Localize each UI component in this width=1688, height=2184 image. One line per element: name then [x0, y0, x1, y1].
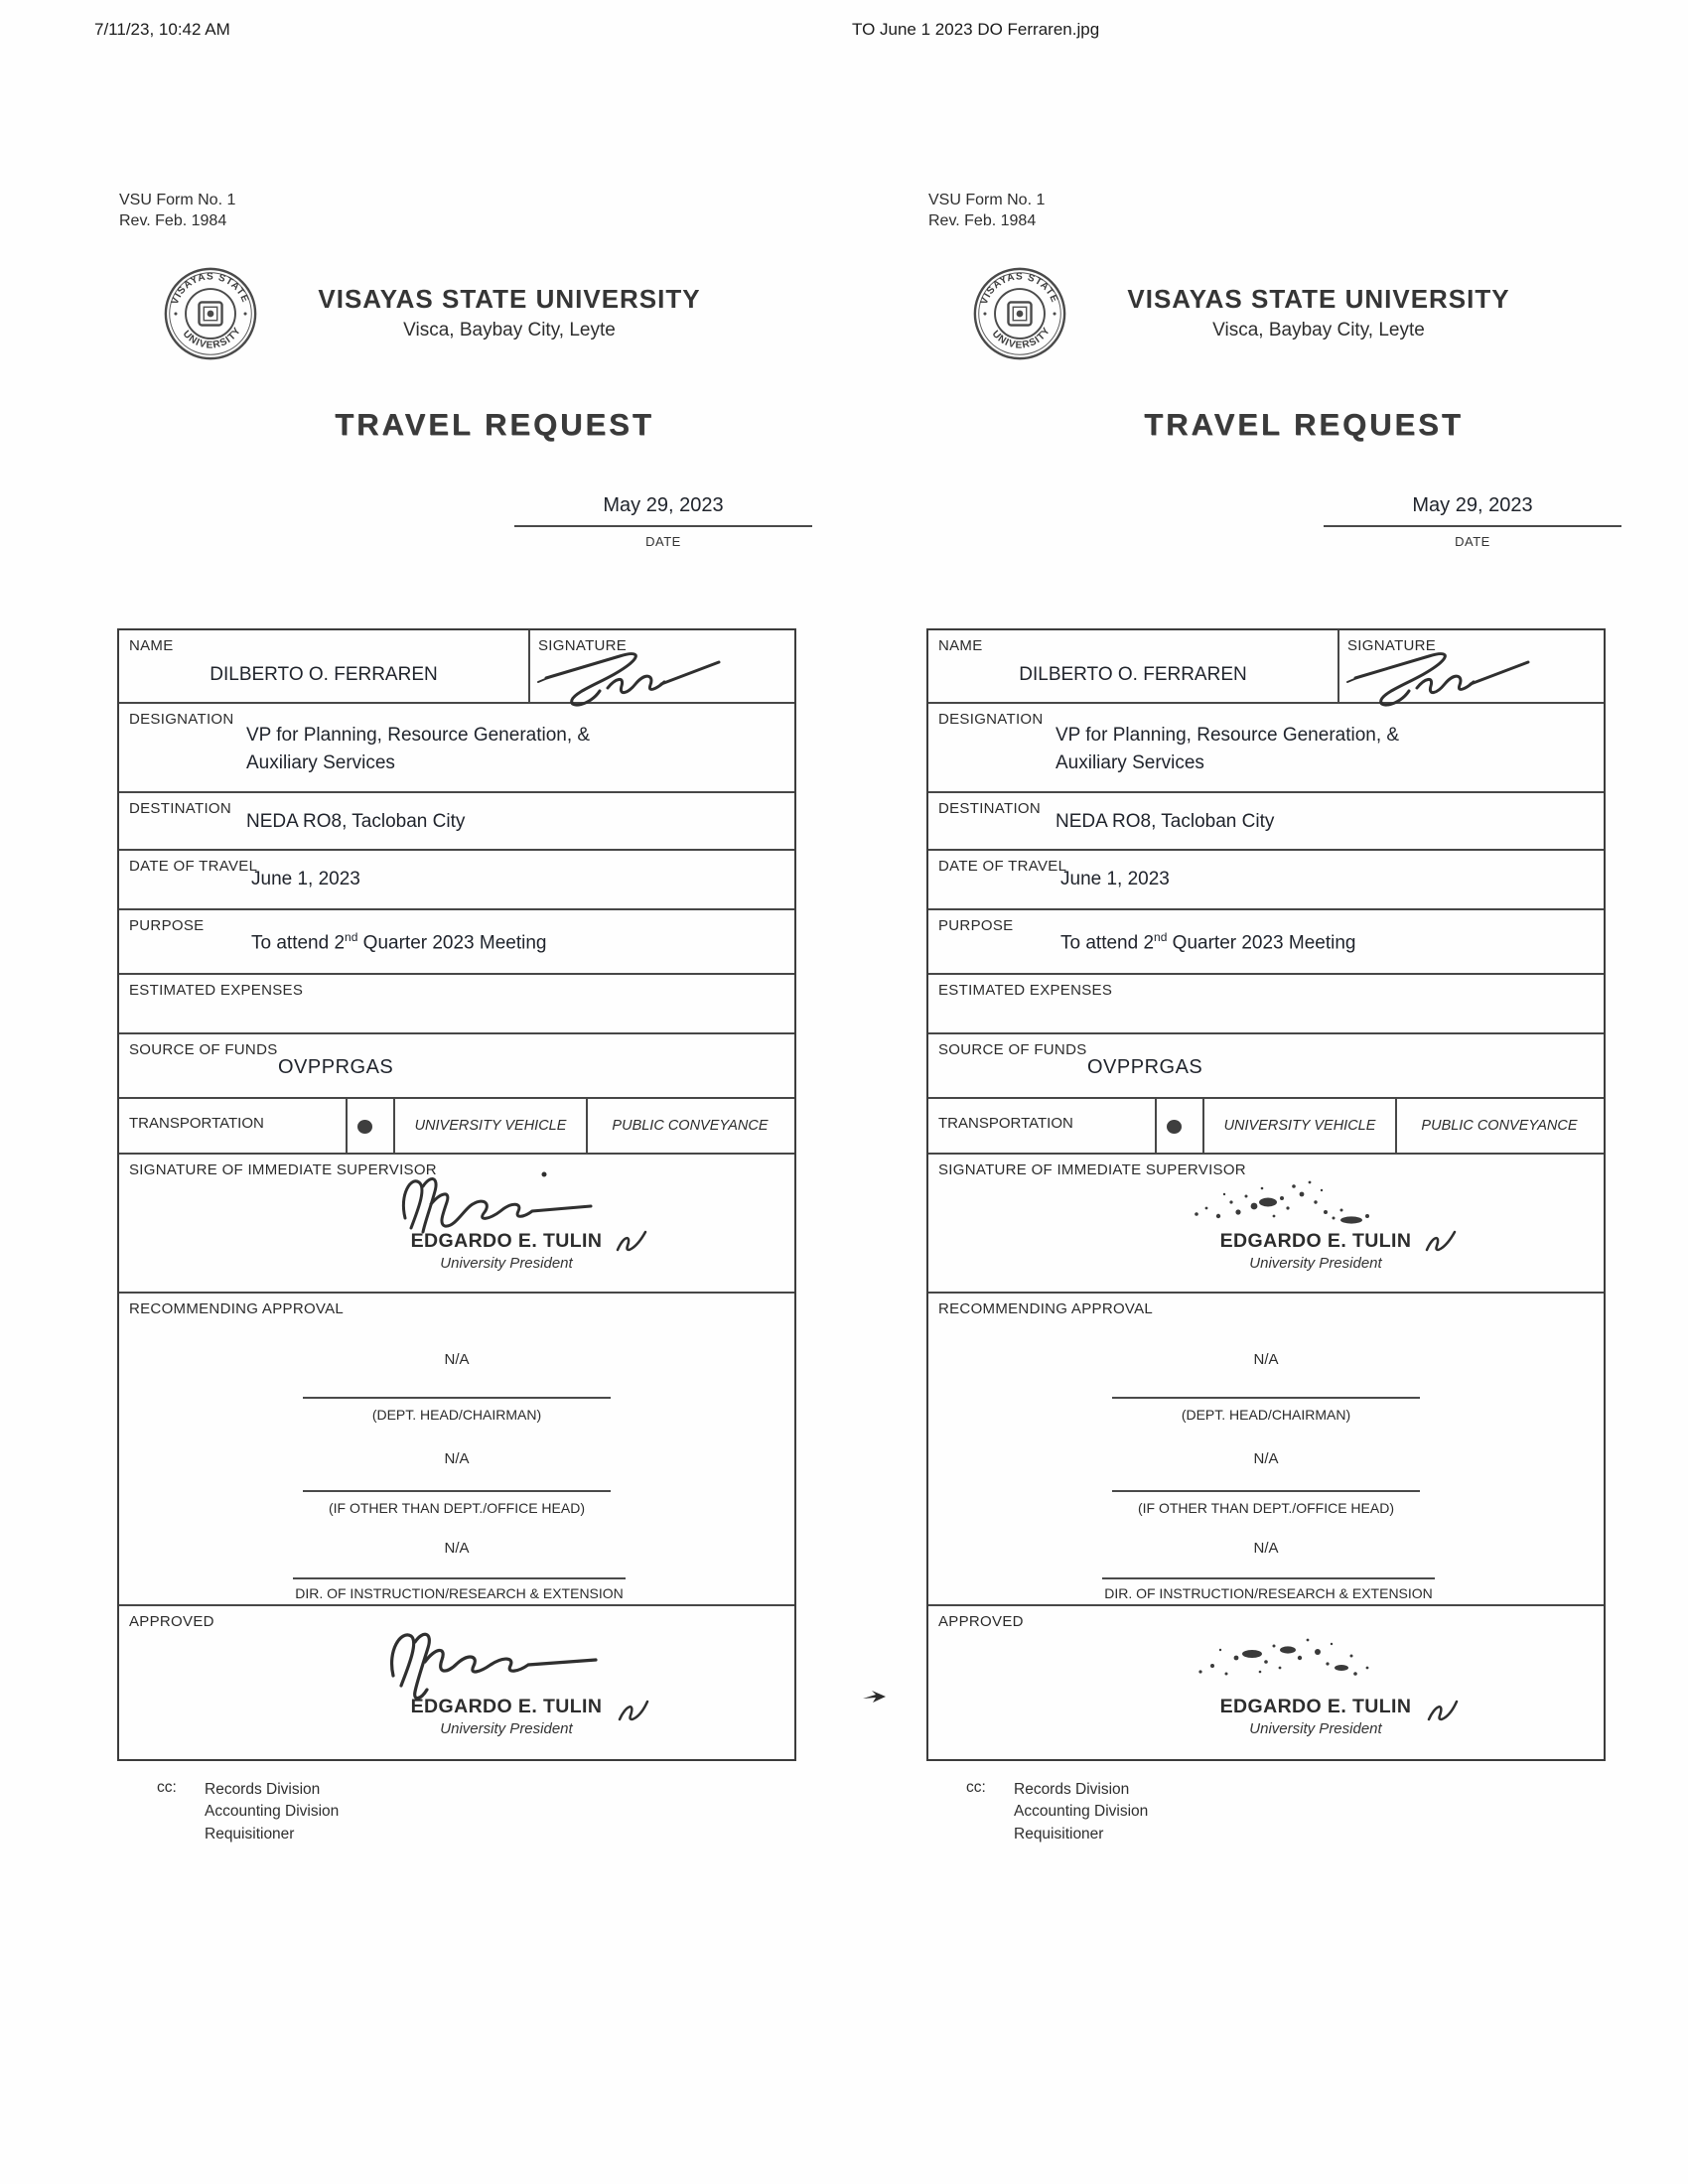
date-value: May 29, 2023: [514, 494, 812, 527]
cc-item: Requisitioner: [1014, 1825, 1104, 1843]
requester-signature-scribble: [1334, 636, 1600, 718]
university-seal-logo: [163, 266, 258, 361]
cell-divider: [1155, 1099, 1157, 1153]
supervisor-name: EDGARDO E. TULIN: [1219, 1230, 1412, 1252]
university-header: [266, 284, 753, 341]
cc-item: Accounting Division: [1014, 1803, 1149, 1821]
recommending-entry-value: N/A: [444, 1540, 470, 1557]
university-name: VISAYAS STATE UNIVERSITY: [1127, 284, 1510, 314]
supervisor-name: EDGARDO E. TULIN: [410, 1230, 603, 1252]
row-estimated-expenses: [928, 975, 1604, 1034]
university-vehicle-option: UNIVERSITY VEHICLE: [1223, 1118, 1376, 1134]
recommending-entry-caption: (IF OTHER THAN DEPT./OFFICE HEAD): [1138, 1500, 1394, 1516]
estimated-expenses-label: ESTIMATED EXPENSES: [938, 982, 1113, 999]
recommending-entry-value: N/A: [444, 1351, 470, 1368]
signature-line: [1112, 1490, 1420, 1492]
form-revision: Rev. Feb. 1984: [119, 211, 227, 229]
signature-line: [303, 1490, 611, 1492]
approved-label: APPROVED: [938, 1613, 1024, 1630]
recommending-entry-value: N/A: [1253, 1540, 1279, 1557]
pen-flourish-mark: [1421, 1224, 1461, 1258]
row-transportation: [928, 1099, 1604, 1155]
cc-items: [1014, 1779, 1148, 1845]
date-of-travel-value: June 1, 2023: [1060, 869, 1170, 889]
cc-item: Accounting Division: [205, 1803, 340, 1821]
date-of-travel-label: DATE OF TRAVEL: [129, 858, 258, 875]
approved-signature-scribble: [357, 1620, 616, 1706]
supervisor-title: University President: [1249, 1255, 1382, 1272]
row-date-of-travel: [119, 851, 794, 910]
approved-name: EDGARDO E. TULIN: [1219, 1696, 1412, 1717]
pen-flourish-mark: [612, 1224, 651, 1258]
signature-line: [293, 1577, 626, 1579]
pen-flourish-mark: [1423, 1692, 1463, 1727]
recommending-entry-caption: (DEPT. HEAD/CHAIRMAN): [1181, 1407, 1351, 1423]
travel-request-table: [926, 628, 1606, 1761]
form-number: VSU Form No. 1: [928, 192, 1046, 208]
date-block: [1324, 494, 1621, 549]
cc-block: [157, 1779, 339, 1845]
supervisor-label: SIGNATURE OF IMMEDIATE SUPERVISOR: [938, 1161, 1246, 1178]
row-source-of-funds: [928, 1034, 1604, 1099]
university-seal-logo: [972, 266, 1067, 361]
approved-name: EDGARDO E. TULIN: [410, 1696, 603, 1717]
university-name: VISAYAS STATE UNIVERSITY: [318, 284, 701, 314]
cc-item: Records Division: [205, 1781, 321, 1798]
destination-label: DESTINATION: [129, 800, 232, 817]
row-supervisor-signature: [119, 1155, 794, 1294]
svg-text:VISAYAS STATE: VISAYAS STATE: [169, 271, 251, 307]
row-date-of-travel: [928, 851, 1604, 910]
university-vehicle-option: UNIVERSITY VEHICLE: [414, 1118, 567, 1134]
pen-flourish-mark: [614, 1692, 653, 1727]
name-value: DILBERTO O. FERRAREN: [1019, 664, 1247, 685]
svg-text:VISAYAS STATE: VISAYAS STATE: [978, 271, 1060, 307]
date-value: May 29, 2023: [1324, 494, 1621, 527]
transportation-selected-dot: [1167, 1120, 1182, 1134]
cell-divider: [346, 1099, 348, 1153]
university-address: Visca, Baybay City, Leyte: [403, 320, 616, 341]
purpose-label: PURPOSE: [129, 917, 205, 934]
recommending-approval-label: RECOMMENDING APPROVAL: [129, 1300, 345, 1317]
cc-item: Requisitioner: [205, 1825, 295, 1843]
designation-label: DESIGNATION: [938, 711, 1044, 728]
recommending-entry-value: N/A: [444, 1450, 470, 1467]
form-number-block: [119, 191, 235, 232]
row-purpose: [119, 910, 794, 975]
estimated-expenses-label: ESTIMATED EXPENSES: [129, 982, 304, 999]
form-title: TRAVEL REQUEST: [335, 407, 654, 442]
cc-label: cc:: [966, 1779, 986, 1796]
approved-label: APPROVED: [129, 1613, 214, 1630]
public-conveyance-option: PUBLIC CONVEYANCE: [612, 1118, 769, 1134]
signature-line: [303, 1397, 611, 1399]
destination-label: DESTINATION: [938, 800, 1042, 817]
travel-request-form-right: [926, 189, 1602, 1876]
purpose-value: To attend 2nd Quarter 2023 Meeting: [1060, 930, 1356, 954]
form-revision: Rev. Feb. 1984: [928, 211, 1037, 229]
row-approved: [119, 1606, 794, 1759]
date-of-travel-label: DATE OF TRAVEL: [938, 858, 1067, 875]
recommending-entry-value: N/A: [1253, 1450, 1279, 1467]
row-name-signature: [928, 630, 1604, 704]
supervisor-signature-stamp-mark: [1177, 1172, 1415, 1238]
cc-block: [966, 1779, 1148, 1845]
row-destination: [119, 793, 794, 851]
row-approved: [928, 1606, 1604, 1759]
source-of-funds-label: SOURCE OF FUNDS: [129, 1041, 278, 1058]
cc-item: Records Division: [1014, 1781, 1130, 1798]
recommending-approval-label: RECOMMENDING APPROVAL: [938, 1300, 1154, 1317]
recommending-entry-caption: (IF OTHER THAN DEPT./OFFICE HEAD): [329, 1500, 585, 1516]
date-of-travel-value: June 1, 2023: [251, 869, 360, 889]
row-supervisor-signature: [928, 1155, 1604, 1294]
transportation-selected-dot: [357, 1120, 372, 1134]
svg-text:UNIVERSITY: UNIVERSITY: [180, 325, 244, 351]
designation-value: VP for Planning, Resource Generation, & Auxiliary Services: [246, 725, 591, 773]
date-label: DATE: [1455, 534, 1490, 549]
row-name-signature: [119, 630, 794, 704]
form-number-block: [928, 191, 1045, 232]
travel-request-form-left: [117, 189, 792, 1876]
svg-text:UNIVERSITY: UNIVERSITY: [989, 325, 1054, 351]
cc-items: [205, 1779, 339, 1845]
form-number: VSU Form No. 1: [119, 192, 236, 208]
form-title: TRAVEL REQUEST: [1144, 407, 1464, 442]
recommending-entry-caption: DIR. OF INSTRUCTION/RESEARCH & EXTENSION: [295, 1585, 624, 1601]
university-header: [1075, 284, 1562, 341]
source-of-funds-label: SOURCE OF FUNDS: [938, 1041, 1087, 1058]
signature-line: [1112, 1397, 1420, 1399]
travel-request-table: [117, 628, 796, 1761]
purpose-label: PURPOSE: [938, 917, 1014, 934]
scan-artifact-mark: [862, 1688, 888, 1706]
transportation-label: TRANSPORTATION: [938, 1115, 1073, 1132]
print-header-filename: TO June 1 2023 DO Ferraren.jpg: [852, 20, 1100, 39]
name-label: NAME: [129, 637, 174, 654]
supervisor-signature-scribble: [367, 1166, 606, 1242]
supervisor-title: University President: [440, 1255, 573, 1272]
supervisor-label: SIGNATURE OF IMMEDIATE SUPERVISOR: [129, 1161, 437, 1178]
signature-label: SIGNATURE: [1347, 637, 1437, 654]
transportation-label: TRANSPORTATION: [129, 1115, 264, 1132]
designation-label: DESIGNATION: [129, 711, 234, 728]
print-header-timestamp: 7/11/23, 10:42 AM: [94, 20, 230, 39]
signature-line: [1102, 1577, 1435, 1579]
name-value: DILBERTO O. FERRAREN: [210, 664, 438, 685]
public-conveyance-option: PUBLIC CONVEYANCE: [1421, 1118, 1578, 1134]
purpose-value: To attend 2nd Quarter 2023 Meeting: [251, 930, 547, 954]
destination-value: NEDA RO8, Tacloban City: [246, 811, 466, 832]
date-block: [514, 494, 812, 549]
recommending-entry-caption: (DEPT. HEAD/CHAIRMAN): [371, 1407, 542, 1423]
date-label: DATE: [645, 534, 681, 549]
row-recommending-approval: [928, 1294, 1604, 1606]
approved-title: University President: [1249, 1720, 1382, 1737]
row-estimated-expenses: [119, 975, 794, 1034]
requester-signature-scribble: [524, 636, 790, 718]
row-source-of-funds: [119, 1034, 794, 1099]
row-destination: [928, 793, 1604, 851]
source-of-funds-value: OVPPRGAS: [278, 1056, 394, 1078]
cc-label: cc:: [157, 1779, 177, 1796]
approved-signature-stamp-mark: [1177, 1628, 1425, 1698]
recommending-entry-caption: DIR. OF INSTRUCTION/RESEARCH & EXTENSION: [1104, 1585, 1433, 1601]
signature-label: SIGNATURE: [538, 637, 628, 654]
row-purpose: [928, 910, 1604, 975]
recommending-entry-value: N/A: [1253, 1351, 1279, 1368]
row-recommending-approval: [119, 1294, 794, 1606]
approved-title: University President: [440, 1720, 573, 1737]
designation-value: VP for Planning, Resource Generation, & Auxiliary Services: [1055, 725, 1400, 773]
name-label: NAME: [938, 637, 983, 654]
row-transportation: [119, 1099, 794, 1155]
destination-value: NEDA RO8, Tacloban City: [1055, 811, 1275, 832]
source-of-funds-value: OVPPRGAS: [1087, 1056, 1203, 1078]
university-address: Visca, Baybay City, Leyte: [1212, 320, 1425, 341]
